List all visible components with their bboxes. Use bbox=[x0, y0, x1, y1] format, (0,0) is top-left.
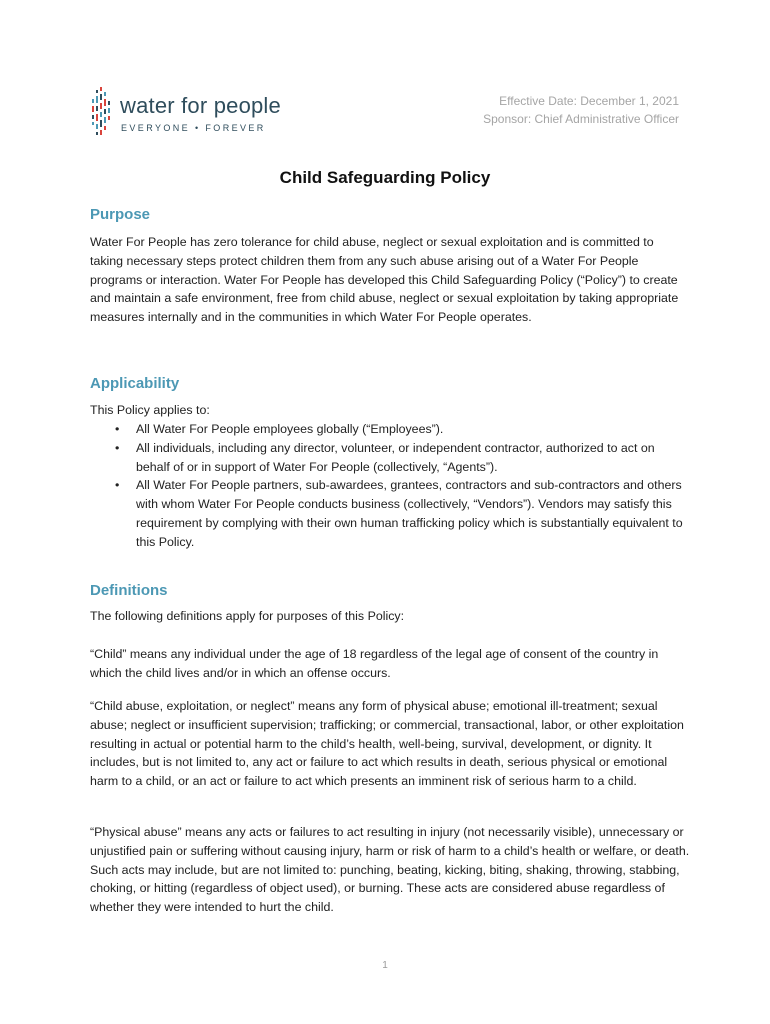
sponsor: Sponsor: Chief Administrative Officer bbox=[483, 112, 679, 126]
logo bbox=[90, 87, 280, 141]
page-number: 1 bbox=[382, 960, 388, 971]
list-item-text: All individuals, including any director, volunteer, or independent contractor, authorized to act on behalf of or in support of Water For People (collectively, “Agents”). bbox=[136, 440, 655, 474]
heading-purpose: Purpose bbox=[90, 206, 151, 223]
effective-date: Effective Date: December 1, 2021 bbox=[499, 94, 679, 108]
list-item bbox=[90, 439, 690, 477]
applicability-intro: This Policy applies to: bbox=[90, 403, 210, 417]
logo-wordmark: water for people bbox=[120, 93, 281, 118]
logo-mark-icon bbox=[90, 87, 112, 141]
purpose-text: Water For People has zero tolerance for child abuse, neglect or sexual exploitation and is committed to taking necessary steps protect children them from any such abuse arising out of a Water For People programs or interaction. Water For People has developed this Child Safeguarding Policy (“Policy”) to create and maintain a safe environment, free from child abuse, neglect or sexual exploitation by taking appropriate measures internally and in the communities in which Water For People operates. bbox=[90, 235, 679, 325]
heading-definitions: Definitions bbox=[90, 582, 168, 599]
definition-child: “Child” means any individual under the age of 18 regardless of the legal age of consent of the country in which the child lives and/or in which an offense occurs. bbox=[90, 647, 659, 680]
bullet-icon: • bbox=[115, 422, 120, 436]
list-item-text: All Water For People employees globally (“Employees”). bbox=[136, 422, 444, 436]
document-meta bbox=[483, 92, 679, 128]
applicability-list bbox=[90, 420, 690, 552]
list-item bbox=[90, 476, 690, 551]
heading-applicability: Applicability bbox=[90, 375, 180, 392]
logo-tagline: EVERYONE • FOREVER bbox=[121, 123, 266, 133]
list-item bbox=[90, 420, 690, 439]
page-title: Child Safeguarding Policy bbox=[279, 168, 491, 187]
definition-abuse: “Child abuse, exploitation, or neglect” means any form of physical abuse; emotional ill-treatment; sexual abuse; neglect or insufficient supervision; trafficking; or commercial, transactional, labor, or other exploitation resulting in actual or potential harm to the child’s health, well-being, survival, development, or dignity. It includes, but is not limited to, any act or failure to act which results in death, serious physical or emotional harm to a child, or an act or failure to act which presents an imminent risk of serious harm to a child. bbox=[90, 699, 684, 789]
bullet-icon: • bbox=[115, 478, 120, 493]
list-item-text: All Water For People partners, sub-awardees, grantees, contractors and sub-contractors and others with whom Water For People conducts business (collectively, “Vendors”). Vendors may satisfy this requirement by complying with their own human trafficking policy which is substantially equivalent to this Policy. bbox=[136, 478, 683, 549]
definition-physical-abuse: “Physical abuse” means any acts or failures to act resulting in injury (not necessarily visible), unnecessary or unjustified pain or suffering without causing injury, harm or risk of harm to a child’s health or welfare, or death. Such acts may include, but are not limited to: punching, beating, kicking, biting, shaking, throwing, stabbing, choking, or hitting (regardless of object used), or burning. These acts are considered abuse regardless of whether they were intended to hurt the child. bbox=[90, 825, 690, 915]
bullet-icon: • bbox=[115, 440, 120, 455]
definitions-intro: The following definitions apply for purposes of this Policy: bbox=[90, 609, 405, 623]
